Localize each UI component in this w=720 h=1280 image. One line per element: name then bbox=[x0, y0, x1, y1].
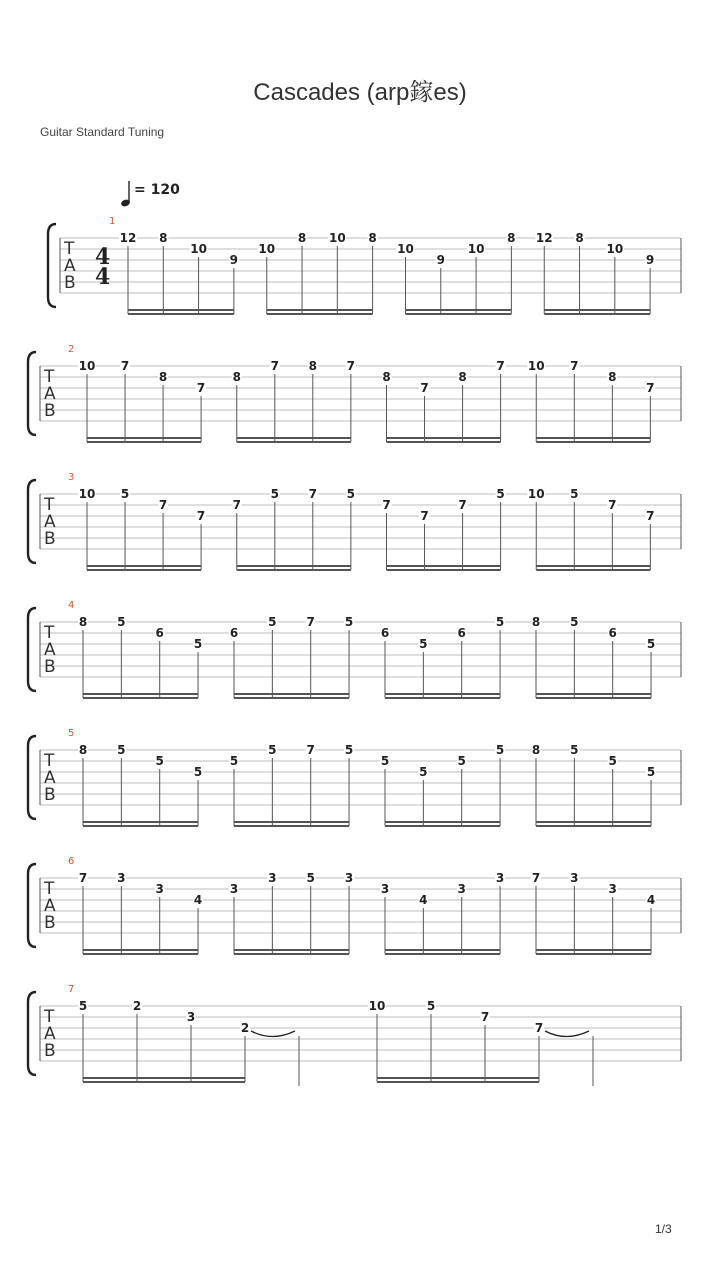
fret-number: 5 bbox=[120, 487, 130, 501]
fret-number: 5 bbox=[570, 743, 579, 757]
fret-number: 5 bbox=[495, 743, 505, 757]
fret-number: 4 bbox=[419, 893, 428, 907]
fret-number: 8 bbox=[458, 370, 467, 384]
fret-number: 4 bbox=[193, 893, 203, 907]
fret-number: 8 bbox=[78, 743, 88, 757]
fret-number: 5 bbox=[419, 765, 428, 779]
fret-number: 7 bbox=[196, 509, 206, 523]
fret-number: 8 bbox=[232, 370, 241, 384]
fret-number: 5 bbox=[193, 637, 203, 651]
tab-letter: T bbox=[44, 751, 55, 771]
fret-number: 5 bbox=[496, 487, 505, 501]
fret-number: 10 bbox=[368, 999, 386, 1013]
fret-number: 5 bbox=[306, 871, 315, 885]
fret-number: 5 bbox=[346, 487, 356, 501]
fret-number: 10 bbox=[190, 242, 207, 256]
tab-letter: A bbox=[44, 640, 56, 660]
fret-number: 8 bbox=[531, 615, 541, 629]
fret-number: 7 bbox=[531, 871, 541, 885]
fret-number: 6 bbox=[380, 626, 390, 640]
fret-number: 5 bbox=[570, 487, 579, 501]
fret-number: 10 bbox=[527, 487, 545, 501]
tab-letter: A bbox=[44, 896, 56, 916]
measure-number: 2 bbox=[68, 344, 75, 355]
fret-number: 7 bbox=[78, 871, 88, 885]
fret-number: 3 bbox=[380, 882, 390, 896]
fret-number: 3 bbox=[155, 882, 164, 896]
tab-letter: A bbox=[64, 256, 76, 276]
fret-number: 9 bbox=[645, 253, 655, 267]
fret-number: 5 bbox=[457, 754, 466, 768]
fret-number: 6 bbox=[155, 626, 164, 640]
time-signature-top: 4 bbox=[95, 244, 111, 270]
measure-number: 5 bbox=[68, 728, 75, 739]
fret-number: 8 bbox=[531, 743, 541, 757]
fret-number: 3 bbox=[495, 871, 505, 885]
tab-letter: B bbox=[44, 785, 56, 805]
fret-number: 7 bbox=[196, 381, 206, 395]
fret-number: 7 bbox=[346, 359, 356, 373]
tab-letter: T bbox=[44, 879, 55, 899]
tie-arc bbox=[251, 1031, 295, 1037]
system-brace bbox=[28, 992, 36, 1075]
tie-arc bbox=[545, 1031, 589, 1037]
fret-number: 5 bbox=[495, 615, 505, 629]
fret-number: 8 bbox=[608, 370, 617, 384]
fret-number: 5 bbox=[268, 615, 277, 629]
fret-number: 5 bbox=[193, 765, 203, 779]
fret-number: 7 bbox=[306, 743, 315, 757]
fret-number: 7 bbox=[270, 359, 279, 373]
tab-letter: B bbox=[64, 273, 76, 293]
fret-number: 10 bbox=[78, 359, 96, 373]
fret-number: 8 bbox=[159, 231, 168, 245]
tab-letter: T bbox=[64, 239, 75, 259]
tab-letter: T bbox=[44, 367, 55, 387]
fret-number: 3 bbox=[117, 871, 126, 885]
fret-number: 8 bbox=[158, 370, 168, 384]
fret-number: 10 bbox=[606, 242, 624, 256]
tab-letter: B bbox=[44, 529, 56, 549]
tab-letter: A bbox=[44, 512, 56, 532]
fret-number: 5 bbox=[380, 754, 390, 768]
tab-letter: B bbox=[44, 1041, 56, 1061]
fret-number: 7 bbox=[480, 1010, 490, 1024]
fret-number: 5 bbox=[117, 615, 126, 629]
tab-letter: A bbox=[44, 384, 56, 404]
system-brace bbox=[28, 736, 36, 819]
system-brace bbox=[28, 608, 36, 691]
system-brace bbox=[28, 480, 36, 563]
fret-number: 5 bbox=[570, 615, 579, 629]
fret-number: 7 bbox=[570, 359, 579, 373]
fret-number: 10 bbox=[328, 231, 346, 245]
fret-number: 12 bbox=[535, 231, 553, 245]
fret-number: 10 bbox=[78, 487, 96, 501]
tuning-label: Guitar Standard Tuning bbox=[40, 125, 165, 139]
measure-number: 7 bbox=[68, 984, 75, 995]
measure-number: 4 bbox=[68, 600, 75, 611]
fret-number: 6 bbox=[457, 626, 466, 640]
fret-number: 7 bbox=[232, 498, 241, 512]
fret-number: 3 bbox=[457, 882, 466, 896]
fret-number: 5 bbox=[608, 754, 617, 768]
fret-number: 5 bbox=[344, 743, 354, 757]
fret-number: 7 bbox=[646, 509, 655, 523]
fret-number: 3 bbox=[229, 882, 239, 896]
fret-number: 7 bbox=[646, 381, 655, 395]
fret-number: 5 bbox=[646, 765, 656, 779]
system-brace bbox=[48, 224, 56, 307]
fret-number: 6 bbox=[229, 626, 239, 640]
system-brace bbox=[28, 864, 36, 947]
fret-number: 2 bbox=[240, 1021, 250, 1035]
fret-number: 12 bbox=[119, 231, 137, 245]
score-title: Cascades (arp鎵es) bbox=[253, 79, 467, 106]
fret-number: 5 bbox=[229, 754, 239, 768]
fret-number: 8 bbox=[368, 231, 377, 245]
fret-number: 3 bbox=[570, 871, 579, 885]
fret-number: 8 bbox=[575, 231, 584, 245]
tab-letter: A bbox=[44, 1024, 56, 1044]
fret-number: 10 bbox=[527, 359, 545, 373]
fret-number: 3 bbox=[608, 882, 617, 896]
fret-number: 3 bbox=[186, 1010, 196, 1024]
time-signature-bottom: 4 bbox=[95, 264, 111, 290]
fret-number: 7 bbox=[608, 498, 617, 512]
fret-number: 5 bbox=[117, 743, 126, 757]
measure-number: 1 bbox=[109, 216, 116, 227]
measure-number: 6 bbox=[68, 856, 75, 867]
fret-number: 7 bbox=[120, 359, 130, 373]
fret-number: 10 bbox=[467, 242, 485, 256]
tempo-value: = 120 bbox=[134, 182, 180, 198]
tab-letter: B bbox=[44, 913, 56, 933]
fret-number: 5 bbox=[344, 615, 354, 629]
fret-number: 7 bbox=[308, 487, 318, 501]
tab-letter: B bbox=[44, 657, 56, 677]
tab-letter: T bbox=[44, 495, 55, 515]
tab-letter: B bbox=[44, 401, 56, 421]
fret-number: 7 bbox=[534, 1021, 544, 1035]
fret-number: 4 bbox=[646, 893, 656, 907]
fret-number: 5 bbox=[155, 754, 164, 768]
fret-number: 7 bbox=[158, 498, 168, 512]
tab-letter: T bbox=[44, 623, 55, 643]
fret-number: 5 bbox=[419, 637, 428, 651]
tab-letter: T bbox=[44, 1007, 55, 1027]
fret-number: 7 bbox=[420, 381, 429, 395]
fret-number: 5 bbox=[426, 999, 436, 1013]
fret-number: 8 bbox=[308, 359, 318, 373]
fret-number: 7 bbox=[496, 359, 505, 373]
fret-number: 10 bbox=[397, 242, 414, 256]
page-number: 1/3 bbox=[655, 1222, 672, 1236]
tab-letter: A bbox=[44, 768, 56, 788]
fret-number: 9 bbox=[436, 253, 445, 267]
fret-number: 6 bbox=[608, 626, 617, 640]
system-brace bbox=[28, 352, 36, 435]
fret-number: 10 bbox=[258, 242, 276, 256]
fret-number: 7 bbox=[382, 498, 391, 512]
fret-number: 8 bbox=[507, 231, 516, 245]
fret-number: 5 bbox=[268, 743, 277, 757]
fret-number: 8 bbox=[382, 370, 391, 384]
fret-number: 7 bbox=[306, 615, 315, 629]
fret-number: 8 bbox=[297, 231, 307, 245]
fret-number: 2 bbox=[132, 999, 142, 1013]
fret-number: 8 bbox=[78, 615, 88, 629]
fret-number: 3 bbox=[268, 871, 277, 885]
fret-number: 5 bbox=[270, 487, 279, 501]
fret-number: 7 bbox=[458, 498, 467, 512]
fret-number: 7 bbox=[420, 509, 429, 523]
fret-number: 9 bbox=[229, 253, 239, 267]
fret-number: 5 bbox=[646, 637, 656, 651]
fret-number: 3 bbox=[344, 871, 354, 885]
measure-number: 3 bbox=[68, 472, 75, 483]
fret-number: 5 bbox=[78, 999, 88, 1013]
